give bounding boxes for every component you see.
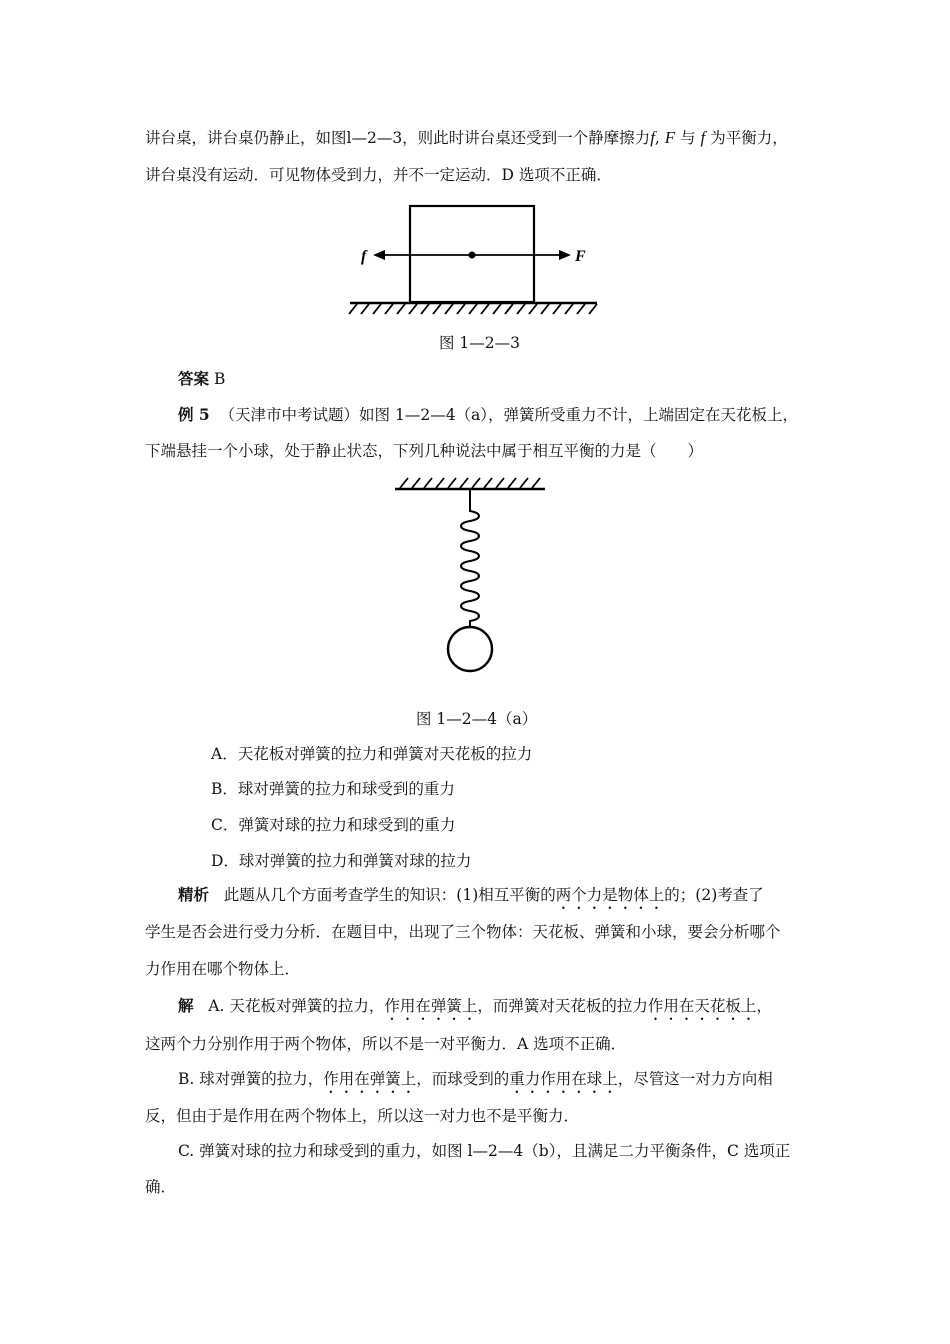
solution-a-line-1: 解 A. 天花板对弹簧的拉力，作用在弹簧上，而弹簧对天花板的拉力作用在天花板上， [178,996,772,1015]
intro-line-2: 讲台桌没有运动．可见物体受到力，并不一定运动．D 选项不正确． [145,166,612,184]
friction-arrowhead [373,250,385,260]
intro-line-1: 讲台桌，讲台桌仍静止，如图l—2—3，则此时讲台桌还受到一个静摩擦力f, F 与 f 为平衡力， [145,128,788,147]
figure-spring-ball [390,475,550,685]
option-d: D．球对弹簧的拉力和弹簧对球的拉力 [211,852,472,870]
label-f: f [361,248,367,265]
solution-b-line-2: 反，但由于是作用在两个物体上，所以这一对力也不是平衡力． [145,1107,580,1125]
ceiling-hatching [400,478,540,488]
example5-line-1: 例 5 （天津市中考试题）如图 1—2—4（a），弹簧所受重力不计，上端固定在天花板上， [178,405,799,424]
option-b: B．球对弹簧的拉力和球受到的重力 [211,780,455,798]
option-c: C．弹簧对球的拉力和球受到的重力 [211,816,456,834]
center-point [469,252,476,259]
ball [448,627,492,671]
spring-coil [461,490,479,628]
figure-desk-forces [345,200,605,325]
figure2-caption: 图 1—2—4（a） [416,710,538,728]
applied-force-arrowhead [559,250,571,260]
floor-hatching [349,304,597,314]
figure1-caption: 图 1—2—3 [439,334,521,352]
analysis-line-3: 力作用在哪个物体上． [145,960,301,978]
solution-a-line-2: 这两个力分别作用于两个物体，所以不是一对平衡力．A 选项不正确． [145,1035,627,1053]
label-F: F [575,248,586,265]
solution-c-line-2: 确． [145,1178,177,1196]
solution-c-line-1: C. 弹簧对球的拉力和球受到的重力，如图 l—2—4（b），且满足二力平衡条件，C 选项正 [178,1142,791,1160]
option-a: A．天花板对弹簧的拉力和弹簧对天花板的拉力 [211,745,533,763]
analysis-line-2: 学生是否会进行受力分析．在题目中，出现了三个物体：天花板、弹簧和小球，要会分析哪个 [145,923,781,941]
analysis-line-1: 精析 此题从几个方面考查学生的知识：(1)相互平衡的两个力是物体上的；(2)考查了 [178,885,764,904]
example5-line-2: 下端悬挂一个小球，处于静止状态，下列几种说法中属于相互平衡的力是（ ） [145,442,704,460]
answer-line: 答案 B [178,369,226,388]
solution-b-line-1: B. 球对弹簧的拉力，作用在弹簧上，而球受到的重力作用在球上，尽管这一对力方向相 [178,1070,773,1088]
